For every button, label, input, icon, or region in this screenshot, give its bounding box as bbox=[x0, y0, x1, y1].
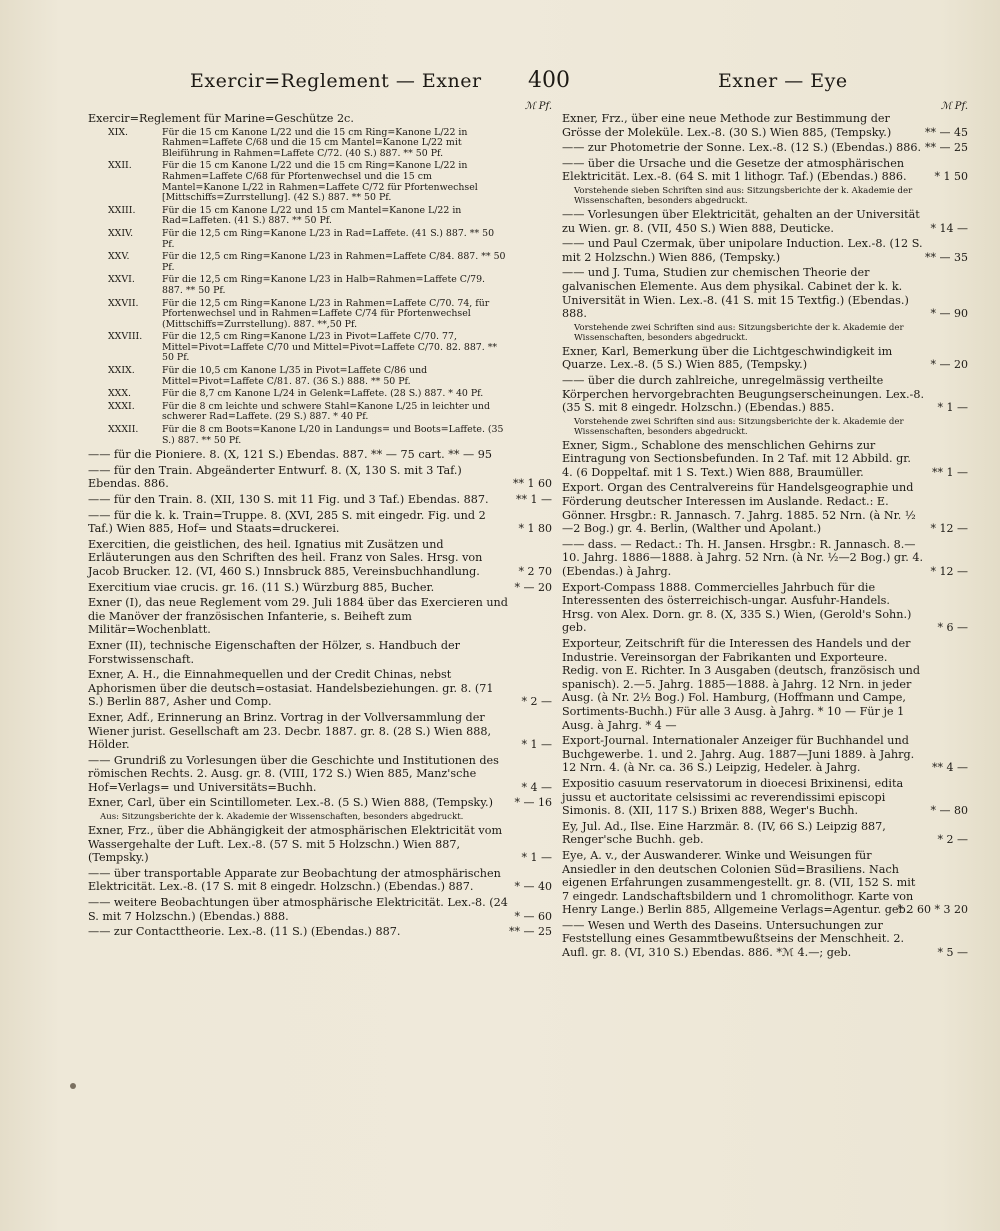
volume-text: Für die 10,5 cm Kanone L/35 in Pivot=Laffete C/86 und Mittel=Pivot=Laffete C/81. 87. (36 S.) 888. ** 50 Pf. bbox=[162, 365, 428, 387]
catalog-entry bbox=[562, 820, 968, 847]
entry-text: Exner, Adf., Erinnerung an Brinz. Vortrag in der Vollversammlung der Wiener jurist. Gesellschaft am 23. Decbr. 1887. gr. 8. (28 S.) Wien 888, Hölder. bbox=[88, 710, 492, 752]
volume-number: XXXII. bbox=[108, 424, 139, 436]
volume-text: Für die 15 cm Kanone L/22 und die 15 cm Ring=Kanone L/22 in Rahmen=Laffete C/68 und die 15 cm Mantel=Kanone L/22 mit Bleiführung in Rahmen=Laffete C/72. (40 S.) 887. ** 50 Pf. bbox=[162, 126, 468, 159]
catalog-entry bbox=[562, 581, 968, 635]
volume-number: XXIII. bbox=[108, 204, 136, 216]
volume-entry bbox=[88, 128, 552, 160]
price-column-header: ℳ Pf. bbox=[524, 101, 552, 112]
entry-price: * 2 — bbox=[937, 833, 968, 847]
left-column bbox=[88, 100, 552, 941]
volume-entry bbox=[88, 332, 552, 364]
catalog-entry bbox=[562, 439, 968, 480]
volume-text: Für die 12,5 cm Ring=Kanone L/23 in Halb=Rahmen=Laffete C/79. 887. ** 50 Pf. bbox=[162, 274, 486, 296]
catalog-entry bbox=[562, 734, 968, 775]
entry-text: —— über die durch zahlreiche, unregelmässig vertheilte Körperchen hervorgebrachten Beugungserscheinungen. Lex.-8. (35 S. mit 8 eingedr. Holzschn.) (Ebendas.) 885. bbox=[562, 373, 924, 415]
volume-text: Für die 12,5 cm Ring=Kanone L/23 in Pivot=Laffete C/70. 77, Mittel=Pivot=Laffete C/70 und Mittel=Pivot=Laffete C/70. 82. 887. ** 50 Pf. bbox=[162, 331, 498, 364]
volume-text: Für die 8 cm leichte und schwere Stahl=Kanone L/25 in leichter und schwerer Rad=Laffete. (29 S.) 887. * 40 Pf. bbox=[162, 400, 490, 423]
price-column-header: ℳ Pf. bbox=[940, 101, 968, 112]
volume-number: XXIV. bbox=[108, 227, 134, 239]
catalog-entry bbox=[562, 157, 968, 184]
catalog-entry bbox=[88, 824, 552, 865]
entry-text: —— und J. Tuma, Studien zur chemischen Theorie der galvanischen Elemente. Aus dem physikal. Cabinet der k. k. Universität in Wien. Lex.-8. (41 S. mit 15 Textfig.) (Ebendas.) 888. bbox=[562, 266, 909, 321]
catalog-entry bbox=[562, 112, 968, 139]
catalog-entry bbox=[88, 796, 552, 810]
entry-price: * — 16 bbox=[514, 796, 552, 810]
catalog-entry bbox=[88, 754, 552, 795]
entry-text: —— und Paul Czermak, über unipolare Induction. Lex.-8. (12 S. mit 2 Holzschn.) Wien 886, (Tempsky.) bbox=[562, 237, 923, 264]
volume-entry bbox=[88, 275, 552, 296]
entry-price: * — 40 bbox=[514, 880, 552, 894]
running-head-right: Exner — Eye bbox=[718, 70, 848, 92]
entry-text: —— über die Ursache und die Gesetze der atmosphärischen Elektricität. Lex.-8. (64 S. mit 1 lithogr. Taf.) (Ebendas.) 886. bbox=[562, 156, 907, 184]
entry-text: Exner, Karl, Bemerkung über die Lichtgeschwindigkeit im Quarze. Lex.-8. (5 S.) Wien 885, (Tempsky.) bbox=[562, 344, 893, 372]
entry-text: —— für die k. k. Train=Truppe. 8. (XVI, 285 S. mit eingedr. Fig. und 2 Taf.) Wien 885, Hof= und Staats=druckerei. bbox=[88, 508, 486, 536]
catalog-entry bbox=[88, 581, 552, 595]
entry-price: * 1 — bbox=[521, 738, 552, 752]
entry-text: —— Wesen und Werth des Daseins. Untersuchungen zur Feststellung eines Gesammtbewußtseins der Menschheit. 2. Aufl. gr. 8. (VI, 310 S.) Ebendas. 886. *ℳ 4.—; geb. bbox=[562, 918, 904, 960]
volume-number: XXVI. bbox=[108, 274, 135, 286]
entry-price: ** 4 — bbox=[932, 761, 968, 775]
volume-entry bbox=[88, 229, 552, 250]
catalog-entry bbox=[562, 374, 968, 415]
catalog-entry bbox=[88, 448, 552, 462]
entry-price: * 2 60 * 3 20 bbox=[897, 903, 968, 917]
page-number: 400 bbox=[528, 68, 570, 93]
entry-price: ** — 45 bbox=[925, 125, 968, 139]
catalog-entry bbox=[562, 141, 968, 155]
catalog-entry bbox=[88, 596, 552, 637]
source-note: Vorstehende zwei Schriften sind aus: Sitzungsberichte der k. Akademie der Wissenschaften, besonders abgedruckt. bbox=[574, 322, 904, 343]
entry-text: Export-Compass 1888. Commercielles Jahrbuch für die Interessenten des österreichisch-ungar. Ausfuhr-Handels. Hrsg. von Alex. Dorn. gr. 8. (X, 335 S.) Wien, (Gerold's Sohn.) geb. bbox=[562, 580, 912, 635]
catalog-entry bbox=[562, 637, 968, 732]
volume-entry bbox=[88, 252, 552, 273]
volume-text: Für die 12,5 cm Ring=Kanone L/23 in Rad=Laffete. (41 S.) 887. ** 50 Pf. bbox=[162, 227, 495, 250]
entry-text: Exner, Carl, über ein Scintillometer. Lex.-8. (5 S.) Wien 888, (Tempsky.) bbox=[88, 796, 493, 810]
entry-price: * 6 — bbox=[937, 621, 968, 635]
volume-entry bbox=[88, 161, 552, 203]
entry-text: Exner, Frz., über eine neue Methode zur Bestimmung der Grösse der Moleküle. Lex.-8. (30 S.) Wien 885, (Tempsky.) bbox=[562, 112, 892, 139]
volume-number: XXXI. bbox=[108, 400, 135, 412]
entry-text: Exercitium viae crucis. gr. 16. (11 S.) Würzburg 885, Bucher. bbox=[88, 580, 435, 594]
volume-number: XXIX. bbox=[108, 365, 135, 377]
catalog-entry bbox=[88, 464, 552, 491]
entry-text: —— für den Train. Abgeänderter Entwurf. 8. (X, 130 S. mit 3 Taf.) Ebendas. 886. bbox=[88, 463, 462, 491]
volume-text: Für die 12,5 cm Ring=Kanone L/23 in Rahmen=Laffete C/70. 74, für Pfortenwechsel und in Rahmen=Laffete C/74 für Pfortenwechsel (Mittschiffs=Zurrstellung). 887. **,50 Pf. bbox=[162, 297, 490, 330]
catalog-entry bbox=[88, 112, 552, 126]
entry-price: * 2 70 bbox=[518, 564, 552, 578]
volume-entry bbox=[88, 206, 552, 227]
entry-text: —— Vorlesungen über Elektricität, gehalten an der Universität zu Wien. gr. 8. (VII, 450 S.) Wien 888, Deuticke. bbox=[562, 207, 920, 235]
catalog-entry bbox=[562, 849, 968, 917]
volume-entry bbox=[88, 366, 552, 387]
volume-number: XIX. bbox=[108, 126, 129, 138]
catalog-entry bbox=[88, 925, 552, 939]
page-header bbox=[0, 70, 1000, 102]
entry-text: —— über transportable Apparate zur Beobachtung der atmosphärischen Elektricität. Lex.-8. (17 S. mit 8 eingedr. Holzschn.) (Ebendas.) 887. bbox=[88, 866, 501, 894]
entry-text: —— Grundriß zu Vorlesungen über die Geschichte und Institutionen des römischen Rechts. 2. Ausg. gr. 8. (VIII, 172 S.) Wien 885, Manz'sche Hof=Verlags= und Universitäts=Buchh. bbox=[88, 753, 499, 794]
entry-price: * 1 80 bbox=[518, 522, 552, 536]
entry-text: Exner, Frz., über die Abhängigkeit der atmosphärischen Elektricität vom Wassergehalte der Luft. Lex.-8. (57 S. mit 5 Holzschn.) Wien 887, (Tempsky.) bbox=[88, 824, 503, 865]
entry-text: Export-Journal. Internationaler Anzeiger für Buchhandel und Buchgewerbe. 1. und 2. Jahrg. Aug. 1887—Juni 1889. à Jahrg. 12 Nrn. 4. (à Nr. ca. 36 S.) Leipzig, Hedeler. à Jahrg. bbox=[562, 734, 915, 775]
volume-number: XXII. bbox=[108, 160, 132, 172]
catalog-entry bbox=[88, 493, 552, 507]
entry-price: * — 20 bbox=[930, 358, 968, 372]
entry-text: Exner, A. H., die Einnahmequellen und der Credit Chinas, nebst Aphorismen über die deutsch=ostasiat. Handelsbeziehungen. gr. 8. (71 S.) Berlin 887, Asher und Comp. bbox=[88, 668, 494, 709]
entry-price: * 5 — bbox=[937, 946, 968, 960]
entry-price: * 12 — bbox=[930, 522, 968, 536]
catalog-entry bbox=[562, 777, 968, 818]
entry-price: * — 60 bbox=[514, 909, 552, 923]
source-note: Vorstehende zwei Schriften sind aus: Sitzungsberichte der k. Akademie der Wissenschaften, besonders abgedruckt. bbox=[574, 416, 904, 437]
volume-number: XXV. bbox=[108, 251, 130, 263]
catalog-entry bbox=[88, 711, 552, 752]
catalog-entry bbox=[562, 266, 968, 320]
entry-text: —— für den Train. 8. (XII, 130 S. mit 11 Fig. und 3 Taf.) Ebendas. 887. bbox=[88, 493, 489, 506]
entry-text: Exercir=Reglement für Marine=Geschütze 2c. bbox=[88, 112, 354, 125]
volume-text: Für die 8,7 cm Kanone L/24 in Gelenk=Laffete. (28 S.) 887. * 40 Pf. bbox=[162, 388, 484, 400]
right-column bbox=[562, 100, 968, 962]
source-note: Vorstehende sieben Schriften sind aus: Sitzungsberichte der k. Akademie der Wissenschaften, besonders abgedruckt. bbox=[574, 185, 913, 206]
entry-text: Exner (II), technische Eigenschaften der Hölzer, s. Handbuch der Forstwissenschaft. bbox=[88, 638, 460, 666]
catalog-entry bbox=[88, 867, 552, 894]
catalog-entry bbox=[562, 208, 968, 235]
volume-number: XXX. bbox=[108, 388, 132, 400]
catalog-entry bbox=[88, 668, 552, 709]
catalog-entry bbox=[562, 345, 968, 372]
entry-price: * — 90 bbox=[930, 307, 968, 321]
volume-text: Für die 15 cm Kanone L/22 und die 15 cm Ring=Kanone L/22 in Rahmen=Laffete C/68 für Pfortenwechsel und die 15 cm Mantel=Kanone L/22 in Rahmen=Laffete C/72 für Pfortenwechsel [Mittschiffs=Zurrstellung]. (42 S.) 887. ** 50 Pf. bbox=[162, 160, 478, 204]
source-note: Aus: Sitzungsberichte der k. Akademie der Wissenschaften, besonders abgedruckt. bbox=[100, 812, 464, 823]
catalog-entry bbox=[562, 538, 968, 579]
page-blemish bbox=[70, 1083, 76, 1089]
entry-price: ** 1 — bbox=[932, 465, 968, 479]
volume-text: Für die 8 cm Boots=Kanone L/20 in Landungs= und Boots=Laffete. (35 S.) 887. ** 50 Pf. bbox=[162, 424, 504, 446]
volume-entry bbox=[88, 389, 552, 400]
entry-text: —— zur Photometrie der Sonne. Lex.-8. (12 S.) (Ebendas.) 886. bbox=[562, 141, 921, 155]
entry-text: Exner (I), das neue Reglement vom 29. Juli 1884 über das Exercieren und die Manöver der französischen Infanterie, s. Beiheft zum Militär=Wochenblatt. bbox=[88, 596, 508, 637]
entry-text: Eye, A. v., der Auswanderer. Winke und Weisungen für Ansiedler in den deutschen Colonien Süd=Brasiliens. Nach eigenen Erfahrungen zusammengestellt. gr. 8. (VII, 152 S. mit 7 eingedr. Landschaftsbildern und 1 chromolithogr. Karte von Henry Lange.) Berlin 885, Allgemeine Verlags=Agentur. geb. bbox=[562, 848, 916, 917]
volume-number: XXVIII. bbox=[108, 331, 143, 343]
entry-text: Export. Organ des Centralvereins für Handelsgeographie und Förderung deutscher Interessen im Auslande. Redact.: E. Gönner. Hrsgbr.: R. Jannasch. 7. Jahrg. 1885. 52 Nrn. (à Nr. ½—2 Bog.) gr. 4. Berlin, (Walther und Apolant.) bbox=[562, 481, 916, 536]
volume-entry bbox=[88, 299, 552, 331]
catalog-entry bbox=[88, 639, 552, 666]
entry-text: —— dass. — Redact.: Th. H. Jansen. Hrsgbr.: R. Jannasch. 8.—10. Jahrg. 1886—1888. à Jahrg. 52 Nrn. (à Nr. ½—2 Bog.) gr. 4. (Ebendas.) à Jahrg. bbox=[562, 537, 924, 579]
catalog-entry bbox=[562, 919, 968, 960]
entry-price: ** — 35 bbox=[925, 250, 968, 264]
entry-text: Expositio casuum reservatorum in dioecesi Brixinensi, edita jussu et auctoritate celsissimi ac reverendissimi episcopi Simonis. 8. (XII, 117 S.) Brixen 888, Weger's Buchh. bbox=[562, 776, 904, 818]
entry-price: ** 1 60 bbox=[513, 477, 552, 491]
volume-entry bbox=[88, 425, 552, 446]
entry-price: * 1 50 bbox=[934, 170, 968, 184]
entry-price: ** — 25 bbox=[925, 141, 968, 155]
running-head-left: Exercir=Reglement — Exner bbox=[190, 70, 482, 92]
entry-text: Ey, Jul. Ad., Ilse. Eine Harzmär. 8. (IV, 66 S.) Leipzig 887, Renger'sche Buchh. geb. bbox=[562, 819, 886, 847]
entry-text: Exner, Sigm., Schablone des menschlichen Gehirns zur Eintragung von Sectionsbefunden. In 2 Taf. mit 12 Abbild. gr. 4. (6 Doppeltaf. mit 1 S. Text.) Wien 888, Braumüller. bbox=[562, 438, 911, 479]
entry-price: * — 20 bbox=[514, 580, 552, 594]
entry-price: * 4 — bbox=[521, 780, 552, 794]
entry-price: * — 80 bbox=[930, 804, 968, 818]
volume-text: Für die 12,5 cm Ring=Kanone L/23 in Rahmen=Laffete C/84. 887. ** 50 Pf. bbox=[162, 251, 506, 273]
entry-price: * 2 — bbox=[521, 695, 552, 709]
entry-price: ** — 25 bbox=[509, 925, 552, 939]
entry-price: * 12 — bbox=[930, 565, 968, 579]
catalog-entry bbox=[88, 896, 552, 923]
entry-price: ** 1 — bbox=[516, 493, 552, 506]
entry-text: Exercitien, die geistlichen, des heil. Ignatius mit Zusätzen und Erläuterungen aus den Schriften des heil. Franz von Sales. Hrsg. von Jacob Brucker. 12. (VI, 460 S.) Innsbruck 885, Vereinsbuchhandlung. bbox=[88, 537, 483, 578]
entry-price: * 1 — bbox=[937, 401, 968, 415]
catalog-entry bbox=[88, 538, 552, 579]
volume-entry bbox=[88, 402, 552, 423]
volume-number: XXVII. bbox=[108, 297, 139, 309]
entry-price: * 1 — bbox=[521, 851, 552, 865]
catalog-entry bbox=[562, 237, 968, 264]
entry-text: —— weitere Beobachtungen über atmosphärische Elektricität. Lex.-8. (24 S. mit 7 Holzschn.) (Ebendas.) 888. bbox=[88, 896, 508, 923]
entry-text: Exporteur, Zeitschrift für die Interessen des Handels und der Industrie. Vereinsorgan der Fabrikanten und Exporteure. Redig. von E. Richter. In 3 Ausgaben (deutsch, französisch und spanisch). 2.—5. Jahrg. 1885—1888. à Jahrg. 12 Nrn. in jeder Ausg. (à Nr. 2½ Bog.) Fol. Hamburg, (Hoffmann und Campe, Sortiments-Buchh.) Für alle 3 Ausg. à Jahrg. * 10 — Für je 1 Ausg. à Jahrg. * 4 — bbox=[562, 637, 921, 732]
catalog-entry bbox=[562, 481, 968, 535]
entry-price: * 14 — bbox=[930, 221, 968, 235]
entry-text: —— zur Contacttheorie. Lex.-8. (11 S.) (Ebendas.) 887. bbox=[88, 925, 401, 939]
catalog-entry bbox=[88, 509, 552, 536]
entry-text: —— für die Pioniere. 8. (X, 121 S.) Ebendas. 887. ** — 75 cart. ** — 95 bbox=[88, 448, 492, 462]
volume-text: Für die 15 cm Kanone L/22 und 15 cm Mantel=Kanone L/22 in Rad=Laffeten. (41 S.) 887. ** 50 Pf. bbox=[162, 204, 462, 227]
